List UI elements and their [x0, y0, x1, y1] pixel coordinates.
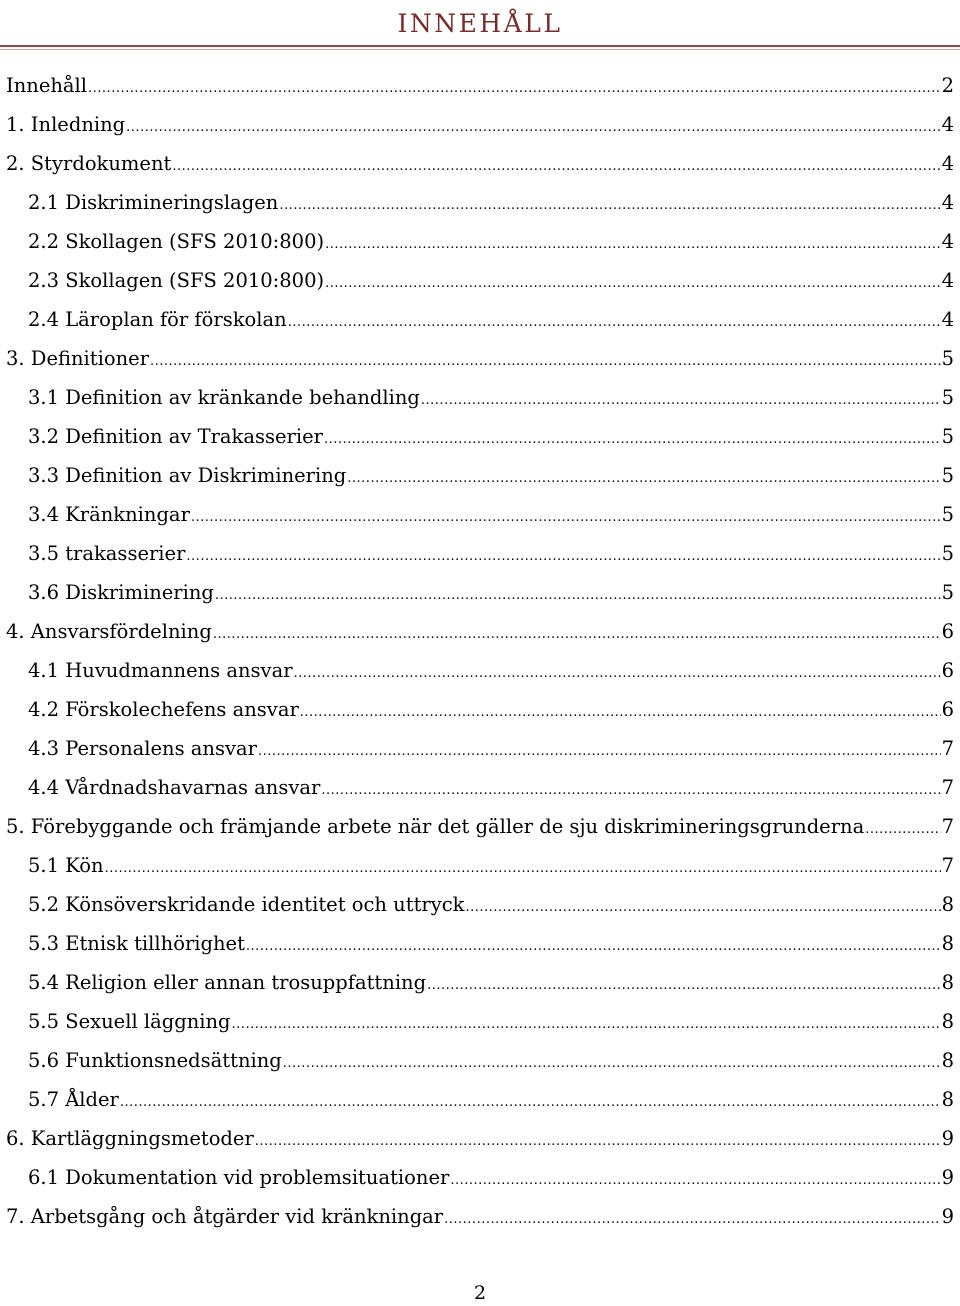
toc-entry-label: 4.3 Personalens ansvar [28, 737, 257, 760]
toc-entry[interactable] [6, 339, 954, 378]
toc-entry-page: 4 [941, 152, 954, 175]
toc-dot-leader [120, 1083, 941, 1122]
toc-entry-page: 4 [941, 191, 954, 214]
toc-entry-label: 3.1 Definition av kränkande behandling [28, 386, 420, 409]
toc-dot-leader [283, 1044, 941, 1083]
toc-entry[interactable] [6, 534, 954, 573]
toc-entry-label: 4.2 Förskolechefens ansvar [28, 698, 299, 721]
toc-entry-page: 5 [941, 542, 954, 565]
toc-entry-label: 5. Förebyggande och främjande arbete när det gäller de sju diskrimineringsgrunderna [6, 815, 865, 838]
toc-entry[interactable] [6, 222, 954, 261]
toc-entry-page: 9 [941, 1166, 954, 1189]
toc-entry-page: 7 [941, 815, 954, 838]
toc-entry-label: 4.1 Huvudmannens ansvar [28, 659, 293, 682]
toc-entry[interactable] [6, 1197, 954, 1236]
toc-entry[interactable] [6, 612, 954, 651]
toc-entry-label: 5.3 Etnisk tillhörighet [28, 932, 245, 955]
toc-entry-page: 4 [941, 113, 954, 136]
toc-dot-leader [258, 732, 941, 771]
toc-dot-leader [325, 264, 940, 303]
toc-entry-label: 4. Ansvarsfördelning [6, 620, 212, 643]
toc-entry-label: 5.6 Funktionsnedsättning [28, 1049, 282, 1072]
toc-entry[interactable] [6, 885, 954, 924]
toc-entry[interactable] [6, 573, 954, 612]
toc-dot-leader [105, 849, 941, 888]
toc-dot-leader [288, 303, 941, 342]
toc-entry[interactable] [6, 1158, 954, 1197]
toc-entry-label: Innehåll [6, 74, 88, 97]
toc-entry-page: 7 [941, 776, 954, 799]
toc-entry-page: 6 [941, 698, 954, 721]
toc-entry-label: 3.3 Definition av Diskriminering [28, 464, 347, 487]
toc-entry-label: 6.1 Dokumentation vid problemsituationer [28, 1166, 450, 1189]
toc-dot-leader [294, 654, 941, 693]
toc-entry-page: 5 [941, 464, 954, 487]
toc-entry-label: 5.7 Ålder [28, 1088, 119, 1111]
page-number: 2 [473, 1282, 487, 1304]
toc-entry-page: 9 [941, 1127, 954, 1150]
toc-entry[interactable] [6, 456, 954, 495]
toc-dot-leader [347, 459, 940, 498]
toc-entry-label: 1. Inledning [6, 113, 126, 136]
toc-entry[interactable] [6, 183, 954, 222]
toc-dot-leader [172, 147, 940, 186]
toc-entry[interactable] [6, 1119, 954, 1158]
toc-dot-leader [427, 966, 940, 1005]
toc-dot-leader [321, 771, 940, 810]
toc-entry-page: 9 [941, 1205, 954, 1228]
toc-dot-leader [444, 1200, 940, 1239]
toc-entry[interactable] [6, 690, 954, 729]
toc-entry-page: 6 [941, 620, 954, 643]
toc-entry-page: 8 [941, 1010, 954, 1033]
toc-entry[interactable] [6, 1041, 954, 1080]
toc-entry-page: 4 [941, 269, 954, 292]
toc-entry-page: 5 [941, 425, 954, 448]
toc-entry-label: 2. Styrdokument [6, 152, 172, 175]
toc-entry[interactable] [6, 66, 954, 105]
toc-dot-leader [150, 342, 941, 381]
toc-dot-leader [126, 108, 940, 147]
toc-dot-leader [450, 1161, 940, 1200]
toc-entry[interactable] [6, 924, 954, 963]
toc-entry-page: 6 [941, 659, 954, 682]
toc-entry-label: 3.6 Diskriminering [28, 581, 214, 604]
toc-entry-label: 3. Definitioner [6, 347, 150, 370]
toc-entry[interactable] [6, 417, 954, 456]
toc-dot-leader [191, 498, 941, 537]
toc-entry-page: 8 [941, 1049, 954, 1072]
toc-entry-page: 4 [941, 308, 954, 331]
toc-dot-leader [279, 186, 940, 225]
toc-entry[interactable] [6, 300, 954, 339]
table-of-contents [6, 66, 954, 1236]
toc-dot-leader [465, 888, 940, 927]
toc-entry-page: 7 [941, 854, 954, 877]
toc-entry-label: 7. Arbetsgång och åtgärder vid kränkningar [6, 1205, 444, 1228]
toc-entry-label: 2.3 Skollagen (SFS 2010:800) [28, 269, 325, 292]
toc-entry-page: 7 [941, 737, 954, 760]
page-title: INNEHÅLL [397, 9, 563, 38]
toc-entry-label: 5.5 Sexuell läggning [28, 1010, 231, 1033]
toc-dot-leader [186, 537, 940, 576]
toc-dot-leader [88, 69, 941, 108]
toc-entry[interactable] [6, 729, 954, 768]
toc-entry-page: 8 [941, 893, 954, 916]
toc-entry[interactable] [6, 807, 954, 846]
toc-entry[interactable] [6, 261, 954, 300]
toc-entry[interactable] [6, 768, 954, 807]
toc-dot-leader [421, 381, 941, 420]
toc-entry-page: 8 [941, 971, 954, 994]
toc-entry[interactable] [6, 144, 954, 183]
toc-entry-label: 3.4 Kränkningar [28, 503, 190, 526]
toc-entry-page: 5 [941, 581, 954, 604]
toc-dot-leader [246, 927, 941, 966]
toc-entry[interactable] [6, 846, 954, 885]
toc-entry-page: 5 [941, 347, 954, 370]
toc-entry[interactable] [6, 495, 954, 534]
toc-dot-leader [324, 420, 941, 459]
toc-entry[interactable] [6, 963, 954, 1002]
toc-dot-leader [215, 576, 941, 615]
toc-entry-label: 2.2 Skollagen (SFS 2010:800) [28, 230, 325, 253]
toc-entry[interactable] [6, 1080, 954, 1119]
toc-entry-page: 8 [941, 1088, 954, 1111]
toc-entry-label: 4.4 Vårdnadshavarnas ansvar [28, 776, 321, 799]
toc-entry-page: 4 [941, 230, 954, 253]
toc-dot-leader [255, 1122, 941, 1161]
toc-dot-leader [232, 1005, 941, 1044]
toc-entry-label: 2.4 Läroplan för förskolan [28, 308, 287, 331]
toc-entry-label: 5.4 Religion eller annan trosuppfattning [28, 971, 427, 994]
toc-entry-label: 2.1 Diskrimineringslagen [28, 191, 279, 214]
toc-entry[interactable] [6, 651, 954, 690]
toc-dot-leader [865, 810, 940, 849]
toc-entry[interactable] [6, 105, 954, 144]
toc-entry[interactable] [6, 378, 954, 417]
title-divider [0, 45, 960, 50]
toc-entry-label: 6. Kartläggningsmetoder [6, 1127, 254, 1150]
toc-entry-label: 3.2 Definition av Trakasserier [28, 425, 323, 448]
toc-entry[interactable] [6, 1002, 954, 1041]
toc-entry-label: 5.1 Kön [28, 854, 104, 877]
toc-entry-page: 2 [941, 74, 954, 97]
toc-dot-leader [300, 693, 941, 732]
toc-entry-label: 5.2 Könsöverskridande identitet och uttryck [28, 893, 465, 916]
toc-dot-leader [325, 225, 940, 264]
toc-entry-page: 8 [941, 932, 954, 955]
toc-entry-label: 3.5 trakasserier [28, 542, 186, 565]
toc-entry-page: 5 [941, 503, 954, 526]
toc-dot-leader [213, 615, 941, 654]
toc-entry-page: 5 [941, 386, 954, 409]
